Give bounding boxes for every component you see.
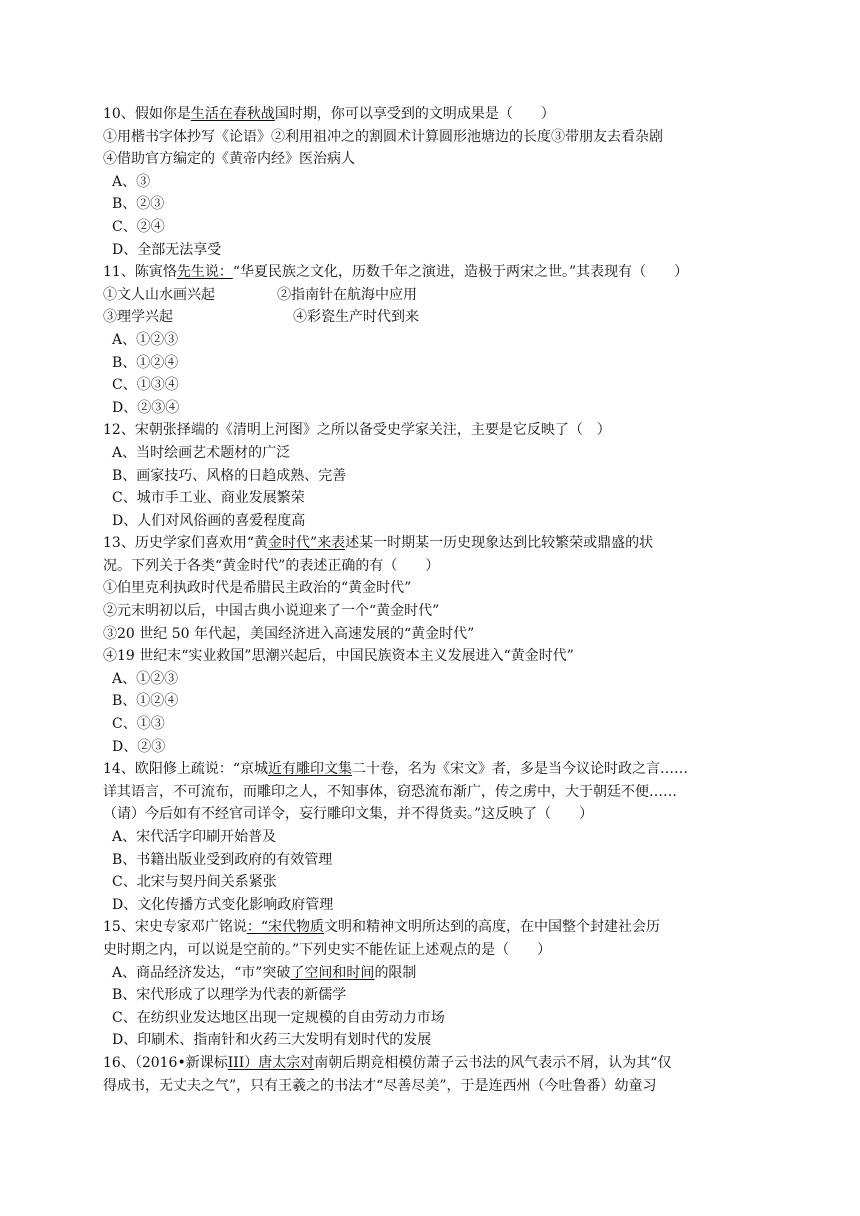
option-a: A、宋代活字印刷开始普及 [112,829,277,845]
stem-text: 11、陈寅恪 [103,264,177,281]
option-a: A、①②③ [112,670,179,687]
question-13 [103,532,763,758]
option-c: C、①③ [112,716,165,733]
option-d: D、印刷术、指南针和火药三大发明有划时代的发展 [112,1032,432,1049]
underlined-text: 金时代”来表 [267,535,346,552]
option-a: A、③ [112,173,151,190]
question-15-stem-line-2: 史时期之内，可以说是空前的。”下列史实不能佐证上述观点的是（ ） [103,941,552,958]
option-d: D、人们对风俗画的喜爱程度高 [112,512,306,529]
underlined-text: 了空间和时间 [290,964,375,981]
question-14-stem-line-2: 详其语言，不可流布，而雕印之人，不知事体，窃恐流布渐广，传之虏中，大于朝廷不便…… [103,783,677,800]
option-c: C、①③④ [112,377,179,394]
question-11-items-line-2 [103,306,763,329]
question-10-stem [103,103,763,126]
item-3: ③理学兴起 [103,309,173,326]
option-d: D、全部无法享受 [112,241,222,258]
stem-text: 16、（2016•新课标 [103,1054,228,1071]
option-d: D、②③④ [112,399,180,416]
question-13-item-4: ④19 世纪末“实业救国”思潮兴起后，中国民族资本主义发展进入“黄金时代” [103,648,574,665]
question-14-stem [103,758,763,781]
option-c: C、城市手工业、商业发展繁荣 [112,490,305,507]
option-a: A、当时绘画艺术题材的广泛 [112,444,291,461]
option-d: D、②③ [112,738,166,755]
question-13-stem [103,532,763,555]
question-10 [103,103,763,261]
stem-text: 二十卷，名为《宋文》者，多是当今议论时政之言…… [351,761,688,778]
option-a: A、①②③ [112,331,179,348]
question-13-stem-line-2: 况。下列关于各类“黄金时代”的表述正确的有（ ） [103,557,440,574]
question-11-items-line-1 [103,284,763,307]
question-12 [103,419,763,532]
option-text: 的限制 [374,964,417,981]
item-4: ④彩瓷生产时代到来 [293,309,419,326]
underlined-text: III）唐太宗对 [227,1054,315,1071]
question-13-item-1: ①伯里克利执政时代是希腊民主政治的“黄金时代” [103,580,412,597]
stem-text: 13、历史学家们喜欢用“黄 [103,535,268,552]
item-2: ②指南针在航海中应用 [277,286,417,303]
option-b: B、宋代形成了以理学为代表的新儒学 [112,987,347,1004]
option-c: C、②④ [112,218,165,235]
option-b: B、②③ [112,196,165,213]
question-16-stem [103,1052,763,1075]
stem-text: 14、欧阳修上疏说：“京城 [103,761,268,778]
question-16-stem-line-2: 得成书，无丈夫之气”，只有王羲之的书法才“尽善尽美”，于是连西州（今吐鲁番）幼童习 [103,1077,657,1094]
question-10-items-line-1: ①用楷书字体抄写《论语》②利用祖冲之的割圆术计算圆形池塘边的长度③带朋友去看杂剧 [103,128,663,145]
option-b: B、①②④ [112,354,179,371]
question-13-item-2: ②元末明初以后，中国古典小说迎来了一个“黄金时代” [103,603,440,620]
option-text: A、商品经济发达，“市”突破 [112,964,291,981]
underlined-text: 近有雕印文集 [267,761,352,778]
question-15-stem [103,916,763,939]
stem-text: 南朝后期竞相模仿萧子云书法的风气表示不屑，认为其“仅 [314,1054,672,1071]
option-c: C、北宋与契丹间关系紧张 [112,874,277,891]
question-16 [103,1052,763,1097]
stem-text: 国时期，你可以享受到的文明成果是（ ） [274,106,555,122]
stem-text: “华夏民族之文化，历数千年之演进，造极于两宋之世。”其表现有（ ） [232,264,689,281]
question-13-item-3: ③20 世纪 50 年代起，美国经济进入高速发展的“黄金时代” [103,625,475,642]
item-1: ①文人山水画兴起 [103,286,215,303]
underlined-text: ：“宋代物质 [246,919,324,936]
option-a [103,962,763,985]
stem-text: 述某一时期某一历史现象达到比较繁荣或鼎盛的状 [345,535,654,552]
option-d: D、文化传播方式变化影响政府管理 [112,896,334,913]
stem-text: 15、宋史专家邓广铭说 [103,919,247,936]
question-14-stem-line-3: （请）今后如有不经官司详令，妄行雕印文集，并不得货卖。”这反映了（ ） [103,806,594,823]
stem-text: 文明和精神文明所达到的高度，在中国整个封建社会历 [324,919,660,936]
exam-page [103,103,763,1097]
question-14 [103,758,763,916]
option-c: C、在纺织业发达地区出现一定规模的自由劳动力市场 [112,1009,445,1026]
question-11 [103,261,763,419]
question-10-items-line-2: ④借助官方编定的《黄帝内经》医治病人 [103,151,355,168]
option-b: B、①②④ [112,693,179,710]
stem-text: 10、假如你是 [103,106,191,122]
option-b: B、画家技巧、风格的日趋成熟、完善 [112,467,347,484]
option-b: B、书籍出版业受到政府的有效管理 [112,851,333,868]
underlined-text: 先生说： [176,264,233,281]
question-11-stem [103,261,763,284]
underlined-text: 生活在春秋战 [190,106,275,122]
question-12-stem: 12、宋朝张择端的《清明上河图》之所以备受史学家关注，主要是它反映了（ ） [103,422,611,439]
question-15 [103,916,763,1052]
